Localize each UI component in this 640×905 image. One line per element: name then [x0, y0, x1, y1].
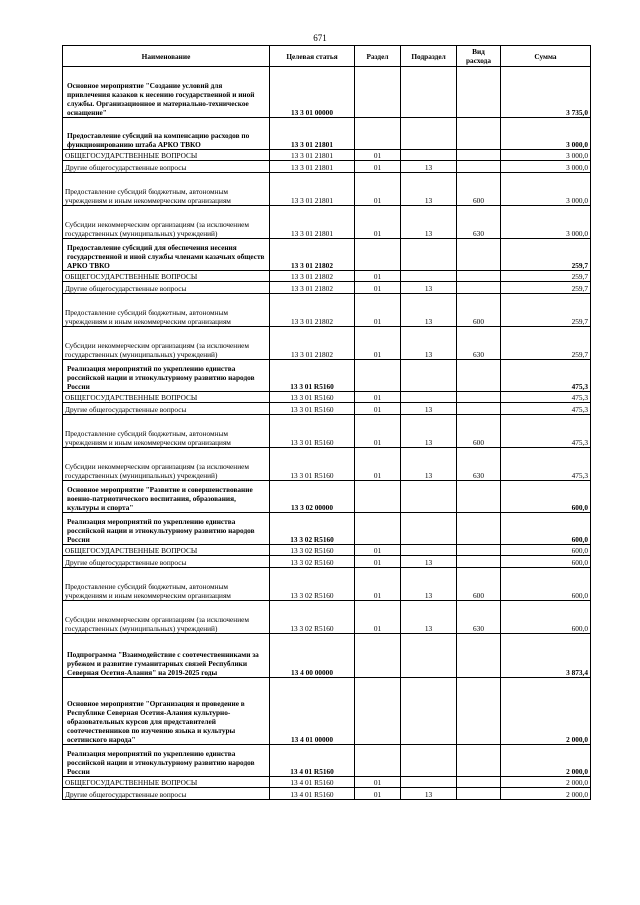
- cell-section: 01: [355, 777, 401, 788]
- cell-subsection: 13: [401, 161, 457, 173]
- cell-code: 13 3 01 R5160: [270, 448, 355, 481]
- cell-type: [457, 271, 501, 282]
- cell-amount: 2 000,0: [501, 777, 591, 788]
- table-row: [63, 327, 591, 360]
- table-row: [63, 601, 591, 634]
- cell-amount: 259,7: [501, 282, 591, 294]
- table-row: [63, 239, 591, 271]
- cell-type: 600: [457, 568, 501, 601]
- cell-code: 13 3 02 00000: [270, 481, 355, 513]
- cell-section: 01: [355, 568, 401, 601]
- cell-amount: 3 735,0: [501, 67, 591, 118]
- table-row: [63, 481, 591, 513]
- cell-name: Другие общегосударственные вопросы: [63, 788, 270, 800]
- cell-code: 13 3 02 R5160: [270, 568, 355, 601]
- budget-table: [62, 45, 591, 800]
- cell-amount: 600,0: [501, 513, 591, 545]
- cell-name: Предоставление субсидий бюджетным, автономным учреждениям и иным некоммерческим организациям: [63, 173, 270, 206]
- table-body: [63, 67, 591, 800]
- cell-type: [457, 239, 501, 271]
- cell-section: 01: [355, 601, 401, 634]
- cell-name: Другие общегосударственные вопросы: [63, 161, 270, 173]
- table-header-row: [63, 46, 591, 67]
- cell-section: 01: [355, 173, 401, 206]
- table-row: [63, 745, 591, 777]
- cell-subsection: 13: [401, 327, 457, 360]
- cell-subsection: [401, 481, 457, 513]
- cell-code: 13 3 01 21801: [270, 118, 355, 150]
- cell-subsection: 13: [401, 556, 457, 568]
- table-row: [63, 403, 591, 415]
- cell-amount: 600,0: [501, 556, 591, 568]
- cell-code: 13 3 02 R5160: [270, 556, 355, 568]
- cell-name: Субсидии некоммерческим организациям (за исключением государственных (муниципальных) учреждений): [63, 448, 270, 481]
- table-row: [63, 556, 591, 568]
- cell-name: Реализация мероприятий по укреплению единства российской нации и этнокультурному развитию народов России: [63, 513, 270, 545]
- table-row: [63, 67, 591, 118]
- table-row: [63, 415, 591, 448]
- cell-amount: 3 873,4: [501, 634, 591, 678]
- cell-section: 01: [355, 327, 401, 360]
- cell-amount: 3 000,0: [501, 118, 591, 150]
- cell-subsection: [401, 745, 457, 777]
- table-row: [63, 513, 591, 545]
- cell-amount: 259,7: [501, 327, 591, 360]
- cell-section: 01: [355, 545, 401, 556]
- cell-type: [457, 556, 501, 568]
- column-header-subsection: Подраздел: [401, 46, 457, 67]
- cell-type: [457, 634, 501, 678]
- table-row: [63, 206, 591, 239]
- cell-section: [355, 745, 401, 777]
- cell-name: Предоставление субсидий бюджетным, автономным учреждениям и иным некоммерческим организациям: [63, 415, 270, 448]
- cell-subsection: [401, 513, 457, 545]
- cell-code: 13 3 01 00000: [270, 67, 355, 118]
- cell-subsection: [401, 678, 457, 745]
- table-row: [63, 568, 591, 601]
- cell-section: 01: [355, 448, 401, 481]
- cell-subsection: 13: [401, 788, 457, 800]
- cell-code: 13 3 01 R5160: [270, 360, 355, 392]
- cell-name: ОБЩЕГОСУДАРСТВЕННЫЕ ВОПРОСЫ: [63, 545, 270, 556]
- cell-code: 13 3 01 21802: [270, 282, 355, 294]
- column-header-code: Целевая статья: [270, 46, 355, 67]
- cell-type: [457, 150, 501, 161]
- cell-name: Субсидии некоммерческим организациям (за исключением государственных (муниципальных) учреждений): [63, 327, 270, 360]
- cell-amount: 3 000,0: [501, 161, 591, 173]
- cell-amount: 259,7: [501, 271, 591, 282]
- cell-section: [355, 118, 401, 150]
- table-row: [63, 678, 591, 745]
- cell-amount: 3 000,0: [501, 173, 591, 206]
- table-row: [63, 271, 591, 282]
- cell-amount: 3 000,0: [501, 206, 591, 239]
- cell-subsection: 13: [401, 601, 457, 634]
- cell-subsection: 13: [401, 568, 457, 601]
- cell-name: Предоставление субсидий бюджетным, автономным учреждениям и иным некоммерческим организациям: [63, 294, 270, 327]
- table-row: [63, 634, 591, 678]
- cell-name: Основное мероприятие "Создание условий для привлечения казаков к несению государственной и иной службы. Организационное и материально-техническое оснащение": [63, 67, 270, 118]
- table-row: [63, 360, 591, 392]
- table-row: [63, 118, 591, 150]
- cell-code: 13 3 01 R5160: [270, 392, 355, 403]
- column-header-type: Вид расхода: [457, 46, 501, 67]
- cell-name: Реализация мероприятий по укреплению единства российской нации и этнокультурному развитию народов России: [63, 360, 270, 392]
- cell-code: 13 3 01 21801: [270, 206, 355, 239]
- cell-name: Субсидии некоммерческим организациям (за исключением государственных (муниципальных) учреждений): [63, 601, 270, 634]
- cell-type: [457, 481, 501, 513]
- cell-subsection: [401, 360, 457, 392]
- cell-section: 01: [355, 282, 401, 294]
- cell-name: Реализация мероприятий по укреплению единства российской нации и этнокультурному развитию народов России: [63, 745, 270, 777]
- cell-type: 630: [457, 327, 501, 360]
- cell-code: 13 4 01 00000: [270, 678, 355, 745]
- cell-name: Другие общегосударственные вопросы: [63, 556, 270, 568]
- cell-code: 13 4 01 R5160: [270, 745, 355, 777]
- page-number: 671: [313, 33, 327, 43]
- cell-type: [457, 678, 501, 745]
- table-row: [63, 161, 591, 173]
- column-header-name: Наименование: [63, 46, 270, 67]
- cell-code: 13 3 02 R5160: [270, 601, 355, 634]
- cell-amount: 600,0: [501, 568, 591, 601]
- cell-type: 600: [457, 173, 501, 206]
- cell-name: Основное мероприятие "Развитие и совершенствование военно-патриотического воспитания, образования, культуры и спорта": [63, 481, 270, 513]
- cell-type: [457, 118, 501, 150]
- cell-section: 01: [355, 271, 401, 282]
- cell-code: 13 4 01 R5160: [270, 788, 355, 800]
- cell-name: Предоставление субсидий бюджетным, автономным учреждениям и иным некоммерческим организациям: [63, 568, 270, 601]
- cell-type: [457, 161, 501, 173]
- cell-subsection: 13: [401, 415, 457, 448]
- cell-section: 01: [355, 294, 401, 327]
- cell-type: 630: [457, 448, 501, 481]
- cell-name: ОБЩЕГОСУДАРСТВЕННЫЕ ВОПРОСЫ: [63, 271, 270, 282]
- cell-type: 600: [457, 294, 501, 327]
- cell-section: [355, 67, 401, 118]
- cell-code: 13 4 01 R5160: [270, 777, 355, 788]
- cell-amount: 600,0: [501, 481, 591, 513]
- cell-type: [457, 403, 501, 415]
- cell-subsection: 13: [401, 282, 457, 294]
- cell-section: [355, 634, 401, 678]
- cell-subsection: 13: [401, 173, 457, 206]
- cell-section: [355, 513, 401, 545]
- cell-type: 600: [457, 415, 501, 448]
- cell-type: [457, 777, 501, 788]
- cell-section: 01: [355, 415, 401, 448]
- cell-section: 01: [355, 150, 401, 161]
- cell-type: [457, 513, 501, 545]
- cell-amount: 259,7: [501, 239, 591, 271]
- cell-code: 13 3 01 21801: [270, 150, 355, 161]
- cell-type: 630: [457, 206, 501, 239]
- cell-amount: 475,3: [501, 392, 591, 403]
- table-row: [63, 448, 591, 481]
- cell-amount: 2 000,0: [501, 745, 591, 777]
- cell-code: 13 3 01 21801: [270, 173, 355, 206]
- table-row: [63, 173, 591, 206]
- cell-name: ОБЩЕГОСУДАРСТВЕННЫЕ ВОПРОСЫ: [63, 777, 270, 788]
- cell-subsection: [401, 545, 457, 556]
- cell-section: [355, 678, 401, 745]
- cell-amount: 259,7: [501, 294, 591, 327]
- cell-name: Основное мероприятие "Организация и проведение в Республике Северная Осетия-Алания культурно-образовательных курсов для представителей соотечественников по изучению языка и культуры осетинского народа": [63, 678, 270, 745]
- cell-section: 01: [355, 788, 401, 800]
- cell-subsection: 13: [401, 448, 457, 481]
- cell-code: 13 3 01 R5160: [270, 403, 355, 415]
- cell-type: [457, 282, 501, 294]
- cell-type: 630: [457, 601, 501, 634]
- cell-amount: 2 000,0: [501, 678, 591, 745]
- cell-type: [457, 745, 501, 777]
- cell-subsection: 13: [401, 403, 457, 415]
- cell-amount: 2 000,0: [501, 788, 591, 800]
- cell-amount: 3 000,0: [501, 150, 591, 161]
- cell-code: 13 3 01 21802: [270, 327, 355, 360]
- table-row: [63, 282, 591, 294]
- cell-code: 13 3 02 R5160: [270, 513, 355, 545]
- cell-code: 13 4 00 00000: [270, 634, 355, 678]
- cell-amount: 600,0: [501, 545, 591, 556]
- table-row: [63, 150, 591, 161]
- cell-name: Предоставление субсидий на компенсацию расходов по функционированию штаба АРКО ТВКО: [63, 118, 270, 150]
- cell-section: 01: [355, 556, 401, 568]
- cell-subsection: [401, 118, 457, 150]
- cell-section: [355, 239, 401, 271]
- cell-code: 13 3 01 21802: [270, 294, 355, 327]
- cell-code: 13 3 01 21802: [270, 239, 355, 271]
- cell-amount: 475,3: [501, 415, 591, 448]
- cell-type: [457, 545, 501, 556]
- cell-subsection: [401, 67, 457, 118]
- table-row: [63, 294, 591, 327]
- cell-amount: 475,3: [501, 448, 591, 481]
- cell-subsection: 13: [401, 206, 457, 239]
- cell-amount: 475,3: [501, 360, 591, 392]
- cell-code: 13 3 01 21801: [270, 161, 355, 173]
- table-row: [63, 392, 591, 403]
- table-row: [63, 777, 591, 788]
- cell-type: [457, 67, 501, 118]
- table-row: [63, 788, 591, 800]
- cell-name: ОБЩЕГОСУДАРСТВЕННЫЕ ВОПРОСЫ: [63, 392, 270, 403]
- table-row: [63, 545, 591, 556]
- cell-section: 01: [355, 392, 401, 403]
- cell-name: Другие общегосударственные вопросы: [63, 282, 270, 294]
- cell-type: [457, 392, 501, 403]
- cell-section: [355, 481, 401, 513]
- cell-name: ОБЩЕГОСУДАРСТВЕННЫЕ ВОПРОСЫ: [63, 150, 270, 161]
- cell-type: [457, 788, 501, 800]
- cell-amount: 600,0: [501, 601, 591, 634]
- cell-name: Субсидии некоммерческим организациям (за исключением государственных (муниципальных) учреждений): [63, 206, 270, 239]
- cell-section: 01: [355, 403, 401, 415]
- cell-subsection: [401, 634, 457, 678]
- cell-subsection: 13: [401, 294, 457, 327]
- cell-section: [355, 360, 401, 392]
- cell-code: 13 3 02 R5160: [270, 545, 355, 556]
- cell-amount: 475,3: [501, 403, 591, 415]
- column-header-amount: Сумма: [501, 46, 591, 67]
- cell-section: 01: [355, 206, 401, 239]
- cell-subsection: [401, 392, 457, 403]
- cell-subsection: [401, 150, 457, 161]
- cell-code: 13 3 01 21802: [270, 271, 355, 282]
- cell-subsection: [401, 777, 457, 788]
- cell-name: Другие общегосударственные вопросы: [63, 403, 270, 415]
- cell-name: Предоставление субсидий для обеспечения несения государственной и иной службы членами казачьих обществ АРКО ТВКО: [63, 239, 270, 271]
- cell-subsection: [401, 239, 457, 271]
- cell-name: Подпрограмма "Взаимодействие с соотечественниками за рубежом и развитие гуманитарных связей Республики Северная Осетия-Алания" на 2019-2025 годы: [63, 634, 270, 678]
- column-header-section: Раздел: [355, 46, 401, 67]
- cell-subsection: [401, 271, 457, 282]
- cell-section: 01: [355, 161, 401, 173]
- cell-code: 13 3 01 R5160: [270, 415, 355, 448]
- cell-type: [457, 360, 501, 392]
